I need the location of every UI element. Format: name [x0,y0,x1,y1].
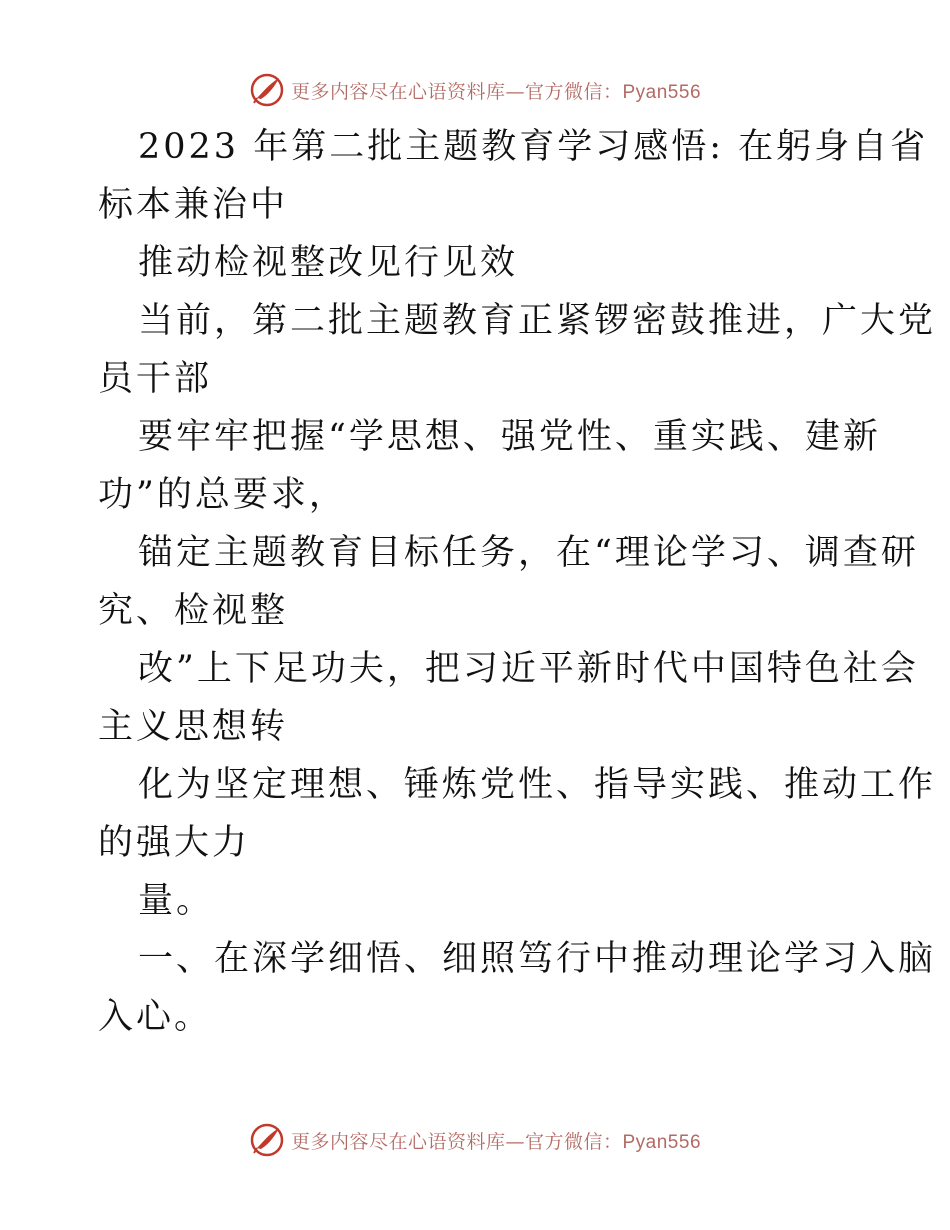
paragraph-line: 员干部 [98,359,213,399]
paragraph-line: 量。 [138,881,215,921]
paragraph-line: 改”上下足功夫，把习近平新时代中国特色社会 [138,649,919,689]
watermark-id: Pyan556 [622,1131,702,1153]
paragraph-line: 的强大力 [98,823,251,863]
section-heading-line: 入心。 [98,997,213,1037]
title-line-2: 标本兼治中 [98,185,289,225]
watermark-text [291,77,701,104]
quill-logo-icon [249,1122,285,1158]
header-watermark [0,68,950,112]
watermark-text [291,1127,701,1154]
subtitle-line: 推动检视整改见行见效 [138,243,519,283]
title-line-1: 2023 年第二批主题教育学习感悟: 在躬身自省 [138,127,929,167]
watermark-label: 更多内容尽在心语资料库—官方微信： [290,1130,623,1153]
document-body [98,118,937,1046]
section-heading-line: 一、在深学细悟、细照笃行中推动理论学习入脑 [138,939,937,979]
paragraph-line: 功”的总要求， [98,475,347,515]
paragraph-line: 究、检视整 [98,591,289,631]
watermark-label: 更多内容尽在心语资料库—官方微信： [290,80,623,103]
paragraph-line: 锚定主题教育目标任务，在“理论学习、调查研 [138,533,919,573]
paragraph-line: 当前，第二批主题教育正紧锣密鼓推进，广大党 [138,301,937,341]
footer-watermark [0,1118,950,1162]
paragraph-line: 主义思想转 [98,707,289,747]
paragraph-line: 要牢牢把握“学思想、强党性、重实践、建新 [138,417,881,457]
quill-logo-icon [249,72,285,108]
watermark-id: Pyan556 [622,81,702,103]
paragraph-line: 化为坚定理想、锤炼党性、指导实践、推动工作 [138,765,937,805]
